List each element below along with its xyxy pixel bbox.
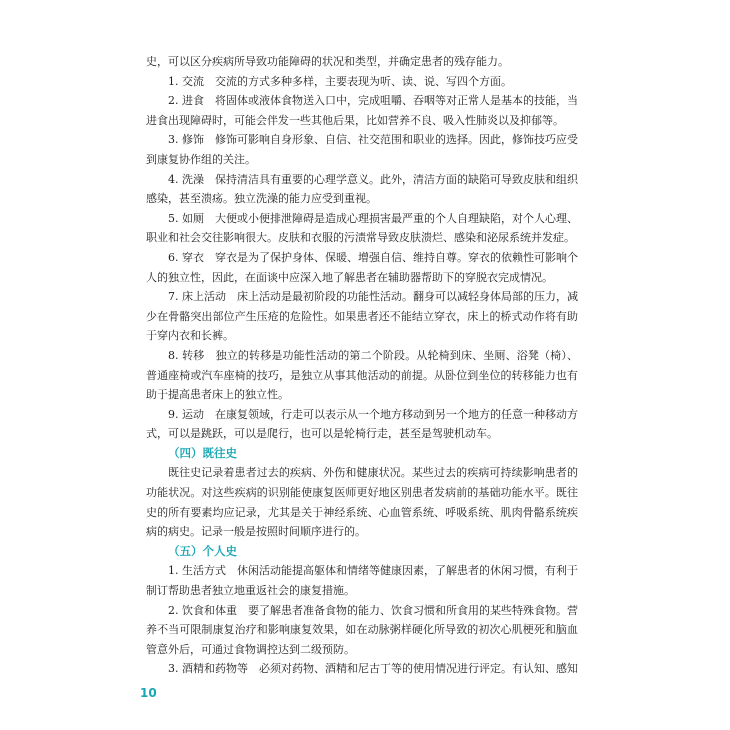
paragraph-bed-activity: 7. 床上活动 床上活动是最初阶段的功能性活动。翻身可以减轻身体局部的压力，减少在骨骼突出部位产生压疮的危险性。如果患者还不能结立穿衣，床上的桥式动作将有助于穿内衣和长裤。: [146, 290, 578, 343]
paragraph-eating: 2. 进食 将固体或液体食物送入口中，完成咀嚼、吞咽等对正常人是基本的技能，当进食出现障碍时，可能会伴发一些其他后果，比如营养不良、吸入性肺炎以及抑郁等。: [146, 94, 578, 127]
page-body: [146, 52, 578, 679]
paragraph-transfer: 8. 转移 独立的转移是功能性活动的第二个阶段。从轮椅到床、坐厕、浴凳（椅）、普通座椅或汽车座椅的技巧，是独立从事其他活动的前提。从卧位到坐位的转移能力也有助于提高患者床上的独立性。: [146, 348, 578, 402]
paragraph-communication: 1. 交流 交流的方式多种多样，主要表现为听、读、说、写四个方面。: [168, 74, 512, 88]
paragraph-lifestyle: 1. 生活方式 休闲活动能提高躯体和情绪等健康因素，了解患者的休闲习惯，有利于制订帮助患者独立地重返社会的康复措施。: [146, 564, 578, 598]
paragraph-past-history: 既往史记录着患者过去的疾病、外伤和健康状况。某些过去的疾病可持续影响患者的功能状况。对这些疾病的识别能使康复医师更好地区别患者发病前的基础功能水平。既往史的所有要素均应记录，尤其是关于神经系统、心血管系统、呼吸系统、肌肉骨骼系统疾病的病史。记录一般是按照时间顺序进行的。: [146, 466, 578, 539]
section-heading-past-history: （四）既往史: [168, 445, 237, 460]
paragraph-bathing: 4. 洗澡 保持清洁具有重要的心理学意义。此外，清洁方面的缺陷可导致皮肤和组织感染，甚至溃疡。独立洗澡的能力应受到重视。: [146, 172, 578, 206]
paragraph-diet-weight: 2. 饮食和体重 要了解患者准备食物的能力、饮食习惯和所食用的某些特殊食物。营养不当可限制康复治疗和影响康复效果，如在动脉粥样硬化所导致的初次心肌梗死和脑血管意外后，可通过食物调控达到二级预防。: [146, 603, 578, 656]
paragraph-locomotion: 9. 运动 在康复领域，行走可以表示从一个地方移动到另一个地方的任意一种移动方式，可以是跳跃，可以是爬行，也可以是轮椅行走，甚至是驾驶机动车。: [146, 407, 578, 441]
paragraph-dressing: 6. 穿衣 穿衣是为了保护身体、保暖、增强自信、维持自尊。穿衣的依赖性可影响个人的独立性，因此，在面谈中应深入地了解患者在辅助器帮助下的穿脱衣完成情况。: [146, 250, 578, 284]
paragraph-toileting: 5. 如厕 大便或小便排泄障碍是造成心理损害最严重的个人自理缺陷，对个人心理、职业和社会交往影响很大。皮肤和衣服的污渍常导致皮肤溃烂、感染和泌尿系统并发症。: [146, 211, 578, 245]
paragraph-continuation: 史，可以区分疾病所导致功能障碍的状况和类型，并确定患者的残存能力。: [146, 55, 509, 68]
paragraph-alcohol-drugs: 3. 酒精和药物等 必须对药物、酒精和尼古丁等的使用情况进行评定。有认知、感知: [168, 662, 578, 676]
section-heading-personal-history: （五）个人史: [168, 543, 237, 558]
paragraph-grooming: 3. 修饰 修饰可影响自身形象、自信、社交范围和职业的选择。因此，修饰技巧应受到康复协作组的关注。: [146, 133, 578, 166]
page-number: 10: [140, 686, 157, 700]
